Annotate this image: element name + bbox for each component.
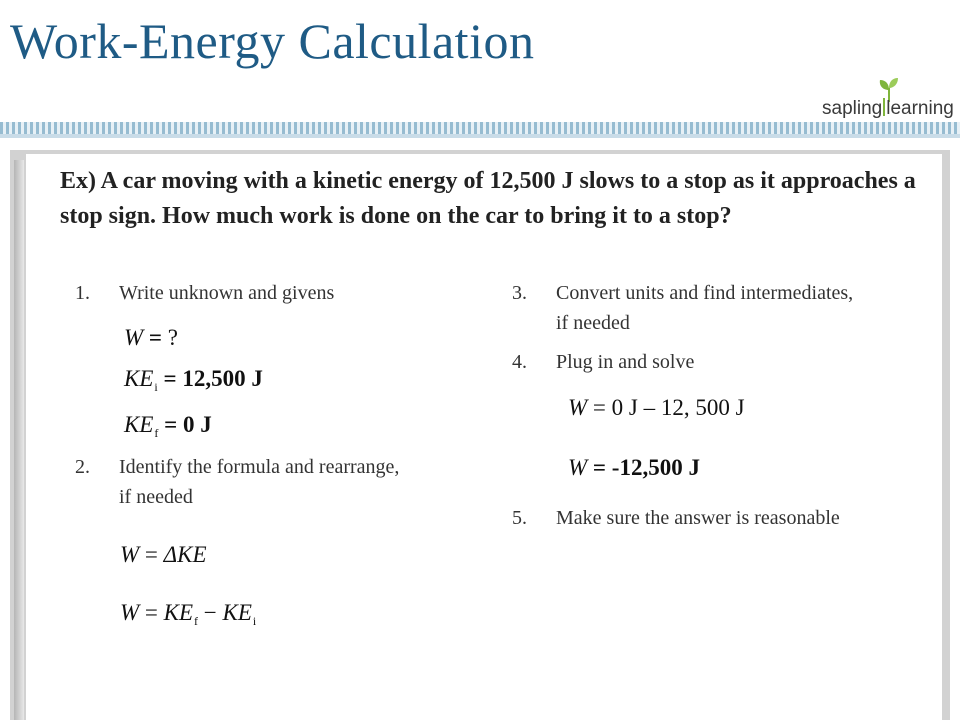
slide-title: Work-Energy Calculation [10,13,535,69]
formula-line-2 [120,600,256,629]
step-number: 3. [512,282,527,304]
title-divider [0,122,960,134]
given-final-ke [124,412,212,441]
step-number: 5. [512,507,527,529]
logo-bar [883,98,885,116]
step-3 [512,278,932,342]
step-text: Make sure the answer is reasonable [556,507,840,529]
equals-sign: = [164,412,178,437]
answer-value: -12,500 J [611,455,700,480]
logo-word-sapling: sapling [822,98,883,119]
equals-sign: = [148,325,163,350]
equals-sign: = [592,455,607,480]
step-number: 4. [512,351,527,373]
equals-sign: = [144,542,158,567]
var-w: W [120,600,140,625]
step-number: 1. [75,282,90,304]
initial-ke-value: 12,500 J [182,366,263,391]
final-ke-value: 0 J [183,412,212,437]
var-ke: KE [124,412,154,437]
var-ke: KE [163,600,194,625]
unknown-value: ? [167,325,178,350]
step-number: 2. [75,456,90,478]
step-5 [512,503,932,535]
logo-word-learning: learning [886,98,954,119]
subscript-f: f [154,426,159,440]
var-ke: KE [222,600,252,625]
given-initial-ke [124,366,263,395]
solution-line-2 [568,455,700,481]
formula-line-1 [120,542,207,568]
subscript-i: i [154,380,158,394]
var-w: W [124,325,144,350]
subscript-i: i [252,614,257,628]
delta-ke: ΔKE [163,542,207,567]
step-2 [75,452,415,516]
var-w: W [568,455,588,480]
step-text: Identify the formula and rearrange, if needed [119,456,400,508]
step-text: Plug in and solve [556,351,695,373]
var-w: W [120,542,140,567]
given-work [124,325,178,351]
var-w: W [568,395,588,420]
step-text: Write unknown and givens [119,282,335,304]
panel-edge [14,160,24,720]
step-4 [512,347,932,379]
equals-sign: = [144,600,158,625]
equals-sign: = [163,366,177,391]
substitution: = 0 J – 12, 500 J [592,395,745,420]
step-text: Convert units and find intermediates, if needed [556,282,854,334]
question-text: Ex) A car moving with a kinetic energy of 12,500 J slows to a stop as it approaches a stop sign. How much work is done on the car to bring it to a stop? [60,168,916,229]
subscript-f: f [194,614,199,628]
sapling-learning-logo [822,76,958,126]
var-ke: KE [124,366,154,391]
solution-line-1 [568,395,745,421]
logo-wordmark [822,98,954,120]
minus-sign: − [203,600,217,625]
step-1 [75,278,455,310]
title-divider-underline [0,134,960,138]
